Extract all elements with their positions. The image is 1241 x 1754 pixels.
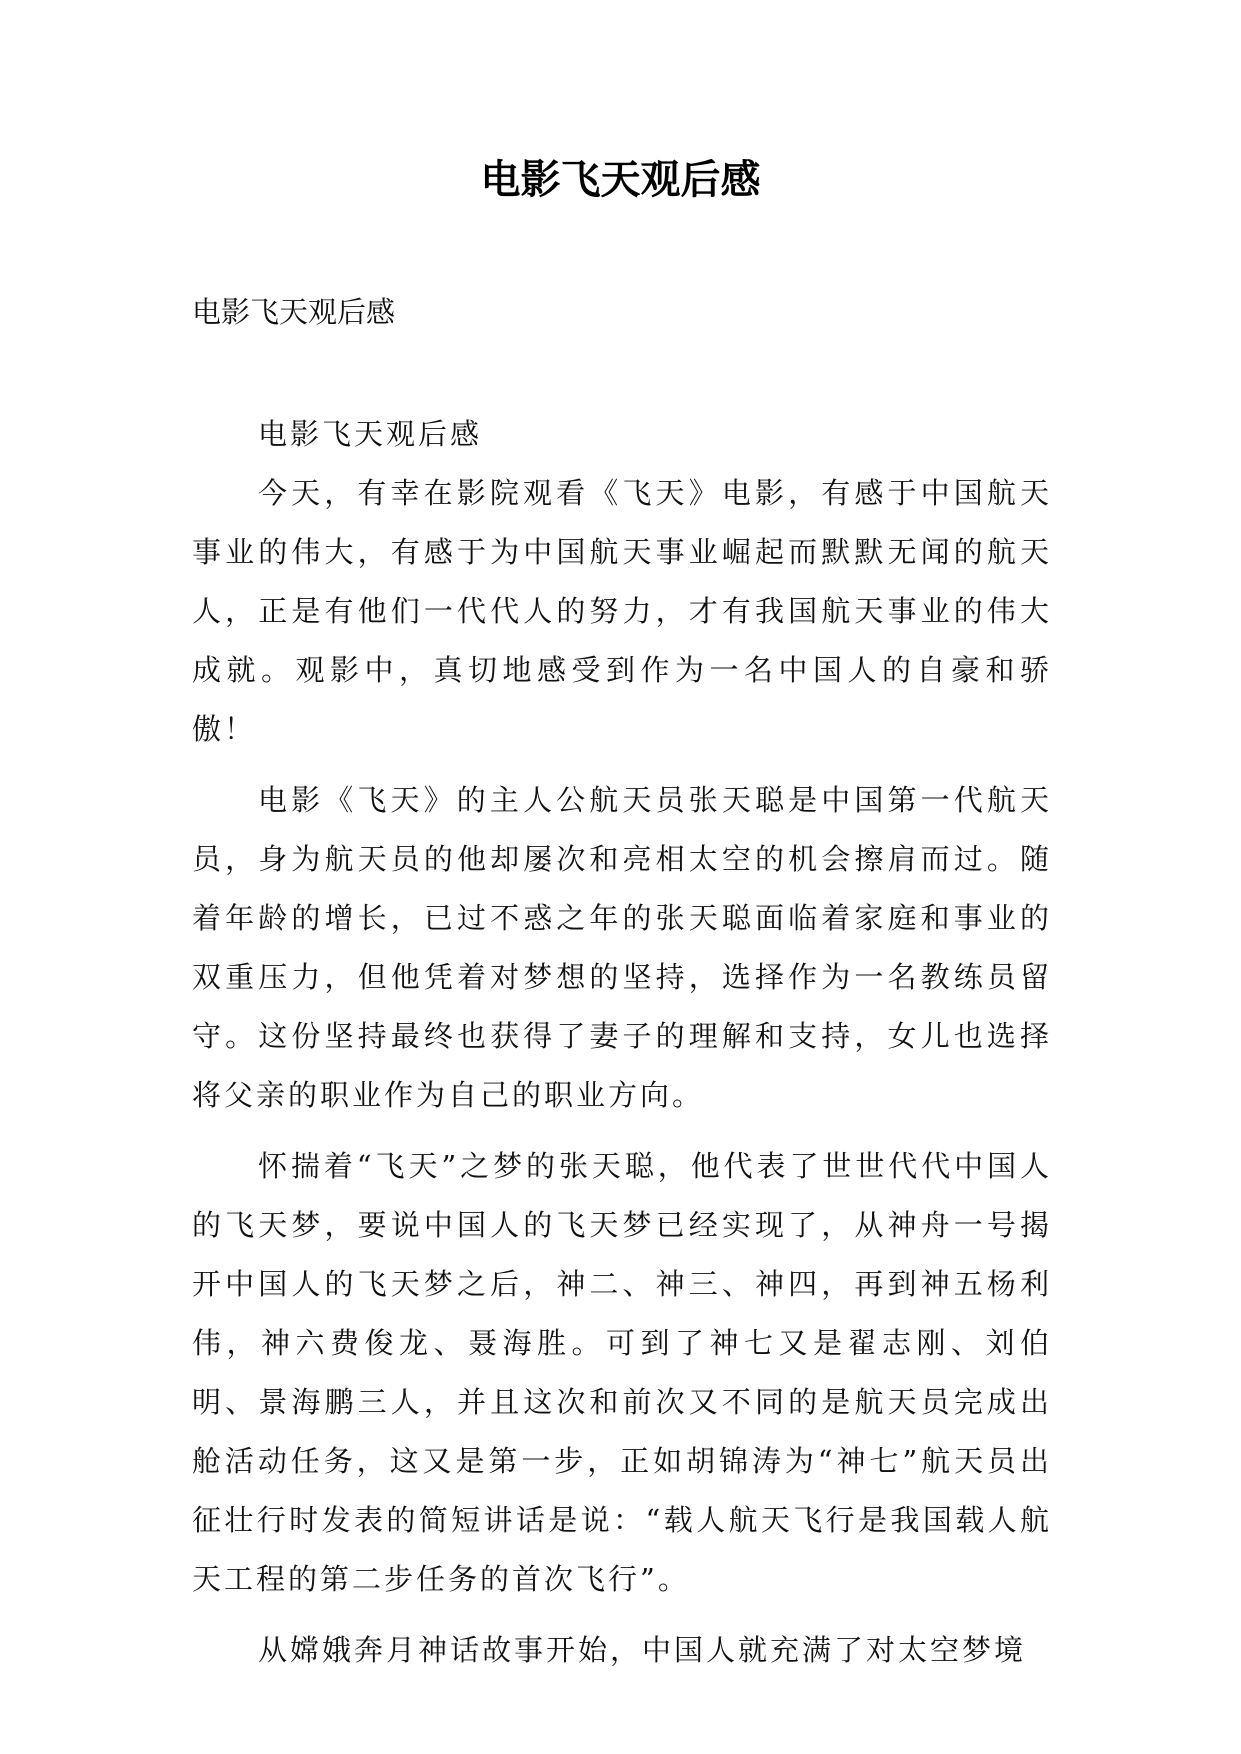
paragraph: 电影《飞天》的主人公航天员张天聪是中国第一代航天员，身为航天员的他却屡次和亮相太空的机会擦肩而过。随着年龄的增长，已过不惑之年的张天聪面临着家庭和事业的双重压力，但他凭着对梦想的坚持，选择作为一名教练员留守。这份坚持最终也获得了妻子的理解和支持，女儿也选择将父亲的职业作为自己的职业方向。 <box>192 783 1052 1112</box>
document-subtitle: 电影飞天观后感 <box>192 295 396 329</box>
paragraph-heading: 电影飞天观后感 <box>258 417 483 451</box>
paragraph: 今天，有幸在影院观看《飞天》电影，有感于中国航天事业的伟大，有感于为中国航天事业崛起而默默无闻的航天人，正是有他们一代代人的努力，才有我国航天事业的伟大成就。观影中，真切地感受到作为一名中国人的自豪和骄傲！ <box>192 476 1052 746</box>
document-title: 电影飞天观后感 <box>480 156 761 203</box>
document-body <box>192 405 1052 1680</box>
paragraph: 从嫦娥奔月神话故事开始，中国人就充满了对太空梦境 <box>258 1633 1027 1667</box>
paragraph: 怀揣着“飞天”之梦的张天聪，他代表了世世代代中国人的飞天梦，要说中国人的飞天梦已经实现了，从神舟一号揭开中国人的飞天梦之后，神二、神三、神四，再到神五杨利伟，神六费俊龙、聂海胜。可到了神七又是翟志刚、刘伯明、景海鹏三人，并且这次和前次又不同的是航天员完成出舱活动任务，这又是第一步，正如胡锦涛为“神七”航天员出征壮行时发表的简短讲话是说：“载人航天飞行是我国载人航天工程的第二步任务的首次飞行”。 <box>192 1149 1052 1596</box>
